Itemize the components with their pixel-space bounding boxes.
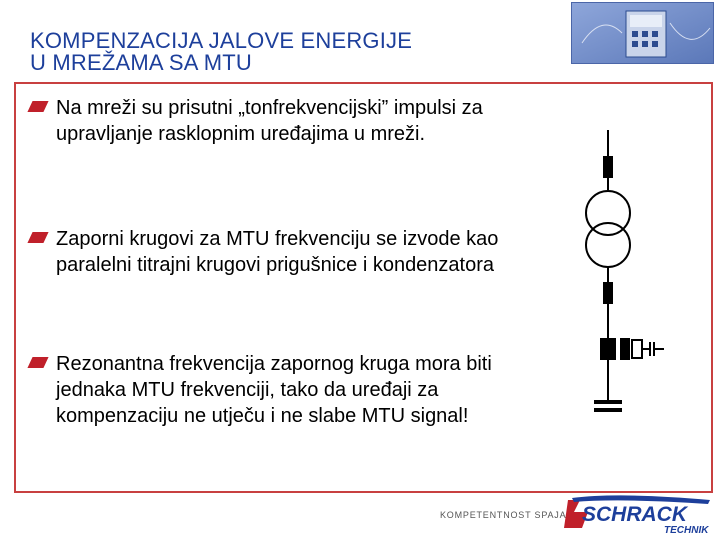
header-device-image <box>571 2 714 64</box>
schrack-logo <box>560 494 716 536</box>
slide-title-line-2: U MREŽAMA SA MTU <box>30 50 252 75</box>
fuse-middle-icon <box>603 282 613 304</box>
logo-main-text: SCHRACK <box>582 503 687 526</box>
logo-sub-text: TECHNIK <box>664 525 709 536</box>
bullet-text: Na mreži su prisutni „tonfrekvencijski” impulsi za upravljanje rasklopnim uređajima u mreži. <box>56 97 483 145</box>
slide-title <box>30 30 550 74</box>
bullet-text: Rezonantna frekvencija zapornog kruga mora biti jednaka MTU frekvenciji, tako da uređaji za kompenzaciju ne utječu i ne slabe MTU signal! <box>56 353 492 427</box>
capacitor-icon <box>594 360 622 412</box>
slide-title-line-1: KOMPENZACIJA JALOVE ENERGIJE <box>30 28 413 53</box>
footer-tagline: KOMPETENTNOST SPAJA <box>440 510 567 520</box>
transformer-icon <box>586 178 630 282</box>
fuse-top-icon <box>603 156 613 178</box>
blocking-circuit-icon <box>600 304 664 360</box>
circuit-diagram <box>570 130 670 430</box>
bullet-text: Zaporni krugovi za MTU frekvenciju se izvode kao paralelni titrajni krugovi prigušnice i kondenzatora <box>56 228 499 276</box>
